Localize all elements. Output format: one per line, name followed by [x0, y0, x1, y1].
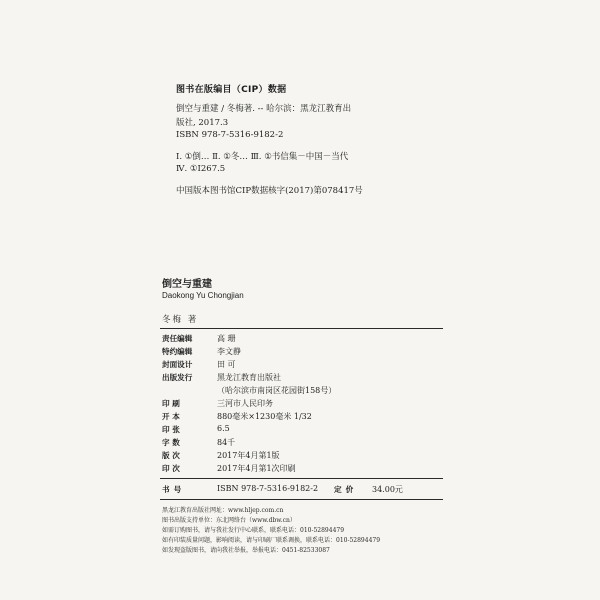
- piracy-report-note: 如发现盗版图书，请向我社举报，举报电话：0451-82533087: [162, 547, 330, 554]
- credit-value: 6.5: [217, 424, 230, 433]
- book-title: 倒空与重建: [162, 279, 212, 290]
- credit-value: 高 珊: [217, 334, 236, 343]
- credit-label: 开 本: [162, 412, 180, 421]
- book-pinyin-title: Daokong Yu Chongjian: [162, 291, 244, 300]
- credit-value: 2017年4月第1次印刷: [217, 464, 296, 473]
- middle-divider: [160, 478, 443, 479]
- isbn-value: ISBN 978-7-5316-9182-2: [217, 484, 319, 493]
- bottom-divider: [160, 499, 443, 500]
- price-value: 34.00元: [372, 485, 403, 494]
- credit-label: 出版发行: [162, 373, 193, 382]
- cip-line-classification: Ⅰ. ①倒… Ⅱ. ①冬… Ⅲ. ①书信集－中国－当代: [176, 152, 349, 162]
- cip-line-class-number: Ⅳ. ①I267.5: [176, 164, 226, 174]
- credit-value: 黑龙江教育出版社: [217, 373, 281, 382]
- credit-label: 封面设计: [162, 360, 193, 369]
- credit-label: 印 次: [162, 464, 180, 473]
- credit-label: 字 数: [162, 438, 180, 447]
- publisher-website-note: 黑龙江教育出版社网址：www.hljep.com.cn: [162, 507, 284, 514]
- credit-label: 印 刷: [162, 399, 180, 408]
- credit-label: 印 张: [162, 425, 180, 434]
- cip-line-isbn: ISBN 978-7-5316-9182-2: [176, 130, 284, 140]
- print-quality-note: 如有印装质量问题，影响阅读，请与印刷厂联系调换，联系电话：010-52894479: [162, 537, 381, 544]
- credit-value: 84千: [217, 438, 236, 447]
- credit-label: 版 次: [162, 451, 180, 460]
- credit-label: 特约编辑: [162, 347, 193, 356]
- cip-line-publisher-year: 版社, 2017.3: [176, 118, 229, 128]
- credit-value: 2017年4月第1版: [217, 451, 280, 460]
- credit-value: （哈尔滨市南岗区花园街158号）: [217, 386, 337, 395]
- credit-value: 三河市人民印务: [217, 399, 273, 408]
- order-contact-note: 如需订购图书，请与我社发行中心联系，联系电话：010-52894479: [162, 527, 345, 534]
- author-line: 冬梅 著: [162, 315, 199, 325]
- credit-label: 责任编辑: [162, 334, 193, 343]
- credit-value: 李文静: [217, 347, 241, 356]
- cip-line-title-author: 倒空与重建 / 冬梅著. -- 哈尔滨：黑龙江教育出: [176, 104, 352, 114]
- isbn-label: 书号: [162, 485, 186, 494]
- credit-value: 880毫米×1230毫米 1/32: [217, 412, 312, 421]
- support-unit-note: 图书出版支持单位：东北网络台（www.dbw.cn）: [162, 517, 296, 524]
- credit-value: 田 可: [217, 360, 236, 369]
- isbn-price-row: [162, 484, 442, 496]
- cip-heading: 图书在版编目（CIP）数据: [176, 85, 287, 95]
- cip-line-record-number: 中国版本图书馆CIP数据核字(2017)第078417号: [176, 186, 363, 196]
- top-divider: [160, 328, 443, 329]
- price-label: 定价: [334, 485, 358, 494]
